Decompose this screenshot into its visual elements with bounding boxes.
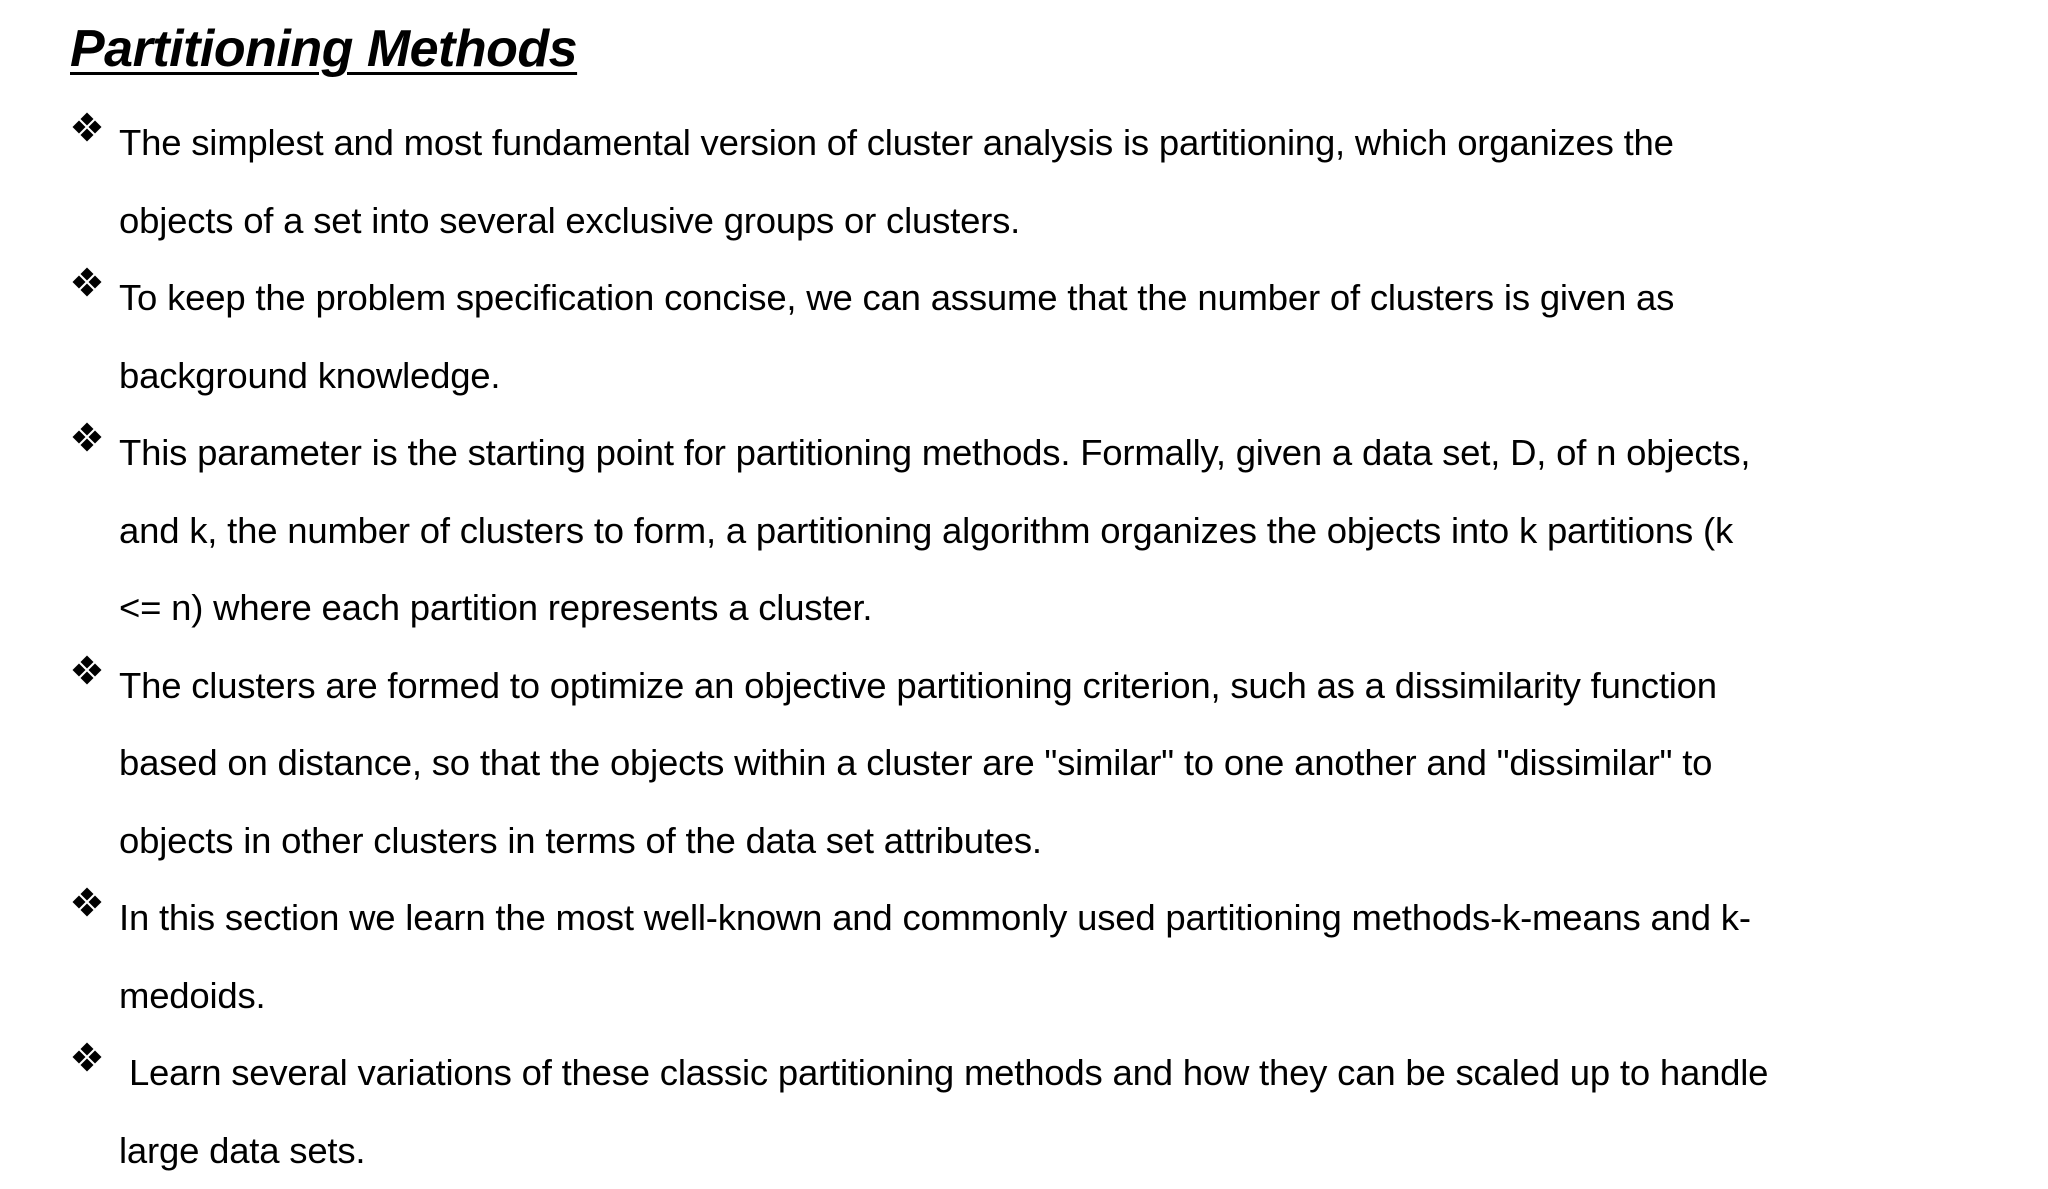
bullet-line: background knowledge. [119,337,1950,415]
bullet-line: and k, the number of clusters to form, a partitioning algorithm organizes the objects into k partitions (k [119,492,1950,570]
bullet-text [119,414,1950,647]
bullet-item [70,647,1950,880]
bullet-line: To keep the problem specification concise, we can assume that the number of clusters is given as [119,259,1950,337]
bullet-line: objects in other clusters in terms of the data set attributes. [119,802,1950,880]
four-diamond-bullet-icon [72,655,102,685]
bullet-item [70,414,1950,647]
bullet-line: objects of a set into several exclusive groups or clusters. [119,182,1950,260]
bullet-item [70,879,1950,1034]
bullet-item [70,1034,1950,1189]
bullet-line: <= n) where each partition represents a cluster. [119,569,1950,647]
bullet-line: In this section we learn the most well-known and commonly used partitioning methods-k-means and k- [119,879,1950,957]
four-diamond-bullet-icon [72,1042,102,1072]
four-diamond-bullet-icon [72,422,102,452]
slide-title: Partitioning Methods [70,14,577,84]
four-diamond-bullet-icon [72,887,102,917]
bullet-line: Learn several variations of these classic partitioning methods and how they can be scaled up to handle [119,1034,1950,1112]
bullet-text [119,104,1950,259]
bullet-text [119,259,1950,414]
bullet-line: based on distance, so that the objects within a cluster are "similar" to one another and "dissimilar" to [119,724,1950,802]
bullet-text [119,879,1950,1034]
bullet-item [70,104,1950,259]
bullet-text [119,647,1950,880]
bullet-item [70,259,1950,414]
bullet-line: large data sets. [119,1112,1950,1189]
bullet-line: The clusters are formed to optimize an objective partitioning criterion, such as a dissimilarity function [119,647,1950,725]
bullet-text [119,1034,1950,1189]
four-diamond-bullet-icon [72,112,102,142]
bullet-line: The simplest and most fundamental version of cluster analysis is partitioning, which organizes the [119,104,1950,182]
bullet-line: This parameter is the starting point for partitioning methods. Formally, given a data set, D, of n objects, [119,414,1950,492]
bullet-list [70,104,1950,1189]
bullet-line: medoids. [119,957,1950,1035]
four-diamond-bullet-icon [72,267,102,297]
